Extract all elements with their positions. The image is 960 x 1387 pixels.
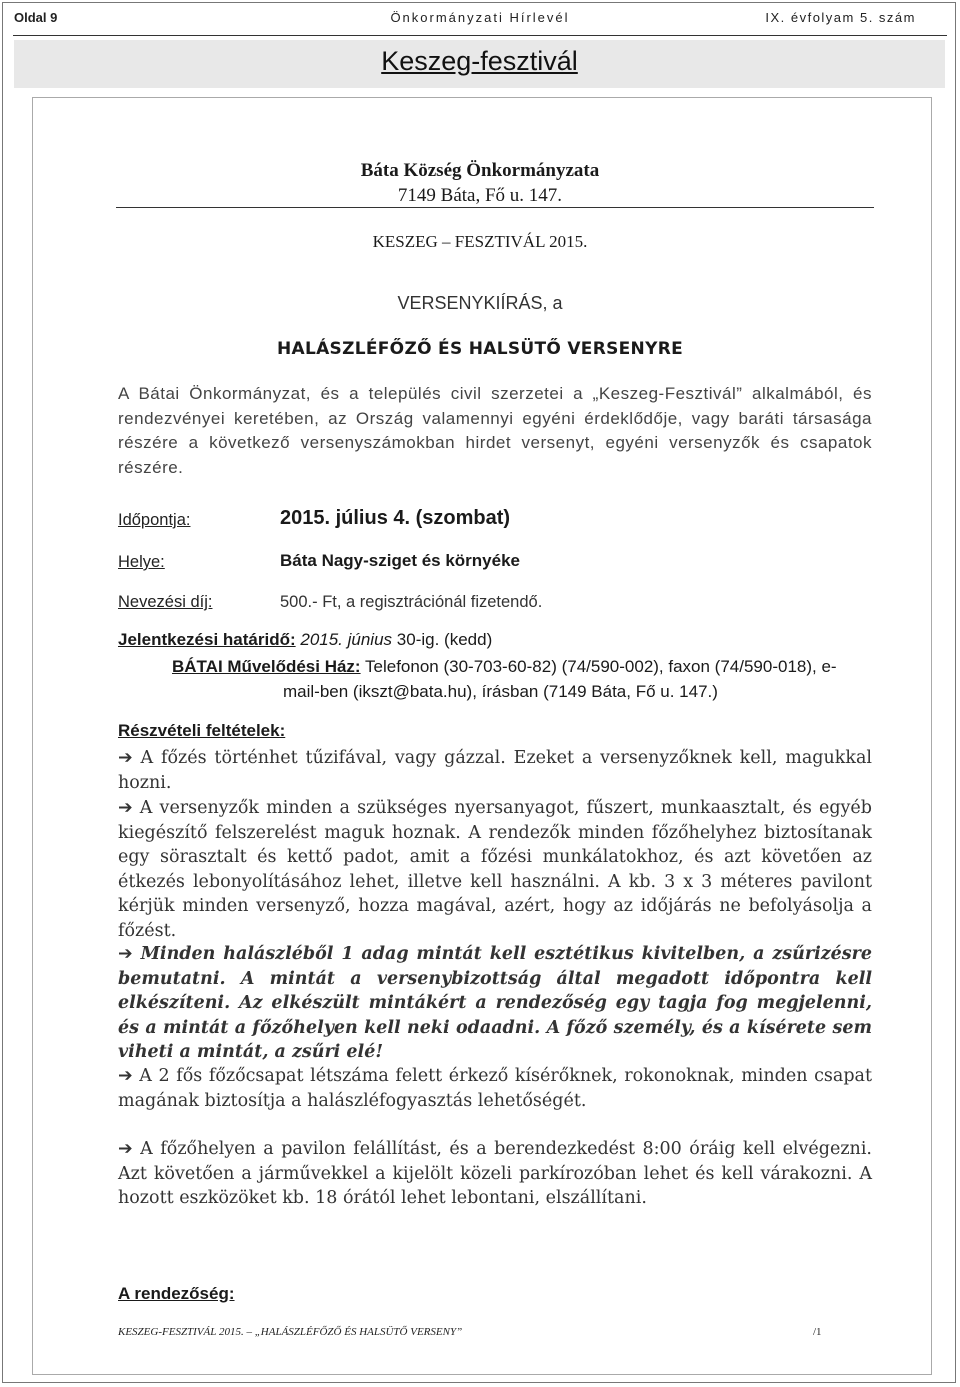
fee-value: 500.- Ft, a regisztrációnál fizetendő. bbox=[280, 593, 543, 611]
competition-title: HALÁSZLÉFŐZŐ ÉS HALSÜTŐ VERSENYRE bbox=[276, 339, 683, 359]
deadline-weekday: (kedd) bbox=[444, 630, 493, 649]
arrow-icon: ➔ bbox=[118, 1066, 133, 1086]
condition-item bbox=[118, 1137, 872, 1211]
page-number: Oldal 9 bbox=[14, 10, 58, 25]
page-header bbox=[14, 10, 946, 32]
arrow-icon: ➔ bbox=[118, 944, 133, 964]
arrow-icon: ➔ bbox=[118, 1139, 133, 1159]
organizers-title: A rendezőség: bbox=[118, 1284, 235, 1303]
condition-item bbox=[118, 796, 872, 943]
deadline-line bbox=[118, 630, 492, 650]
letterhead-address: 7149 Báta, Fő u. 147. bbox=[397, 185, 563, 206]
condition-text: Minden halászléből 1 adag mintát kell esztétikus kivitelben, a zsűrizésre bemutatni. A mintát a versenybizottság által megadott időpontra kell elkészíteni. Az elkészült mintákért a rendezőség egy tagja fog megjelenni, és a mintát a főzőhelyen kell neki odaadni. A főző személy, és a kísérete sem viheti a mintát, a zsűri elé! bbox=[118, 944, 873, 1062]
festival-title: KESZEG – FESZTIVÁL 2015. bbox=[372, 232, 588, 251]
condition-text: A főzés történhet tűzifával, vagy gázzal. Ezeket a versenyzőknek kell, magukkal hozni. bbox=[118, 748, 872, 793]
condition-text: A versenyzők minden a szükséges nyersanyagot, fűszert, munkaasztalt, és egyéb kiegészítő felszerelést maguk hoznak. A rendezők minden főzőhelyhez biztosítanak egy sörasztalt és kettő padot, amit a főzési munkálatokhoz, és azt követően az étkezés lebonyolításához lehet, illetve kell használni. A kb. 3 x 3 méteres pavilont kérjük minden versenyző, hozza magával, azért, hogy az időjárás ne befolyásolja a főzést. bbox=[118, 798, 872, 941]
header-divider bbox=[13, 35, 947, 36]
contact-line-2: mail-ben (ikszt@bata.hu), írásban (7149 Báta, Fő u. 147.) bbox=[283, 682, 718, 701]
document-page-number: /1 bbox=[813, 1326, 822, 1338]
date-value: 2015. július 4. (szombat) bbox=[280, 507, 511, 529]
place-value: Báta Nagy-sziget és környéke bbox=[280, 551, 520, 570]
contact-line-1 bbox=[172, 657, 872, 677]
deadline-date: 2015. június bbox=[300, 630, 393, 649]
document-footer: KESZEG-FESZTIVÁL 2015. – „HALÁSZLÉFŐZŐ ÉS HALSÜTŐ VERSENY” bbox=[118, 1326, 463, 1338]
title-band bbox=[14, 40, 945, 88]
date-label: Időpontja: bbox=[118, 511, 191, 529]
condition-text: A főzőhelyen a pavilon felállítást, és a berendezkedést 8:00 óráig kell elvégezni. Azt követően a járművekkel a kijelölt közeli parkírozóban lehet és kell várakozni. A hozott eszközöket kb. 18 órától lehet lebontani, elszállítani. bbox=[118, 1139, 872, 1208]
condition-item bbox=[118, 1064, 872, 1113]
newsletter-name: Önkormányzati Hírlevél bbox=[390, 10, 570, 25]
condition-item bbox=[118, 942, 872, 1065]
announcement-title: VERSENYKIÍRÁS, a bbox=[397, 293, 563, 313]
venue-label: BÁTAI Művelődési Ház: bbox=[172, 657, 361, 676]
page-title: Keszeg-fesztivál bbox=[381, 46, 578, 76]
fee-label: Nevezési díj: bbox=[118, 593, 213, 611]
contact-phone-fax: Telefonon (30-703-60-82) (74/590-002), faxon (74/590-018), e- bbox=[365, 657, 837, 676]
conditions-title: Részvételi feltételek: bbox=[118, 721, 286, 740]
intro-paragraph: A Bátai Önkormányzat, és a település civil szerzetei a „Keszeg-Fesztivál” alkalmából, és rendezvényei keretében, az Ország valamennyi egyéni érdeklődője, vagy baráti társasága részére a következő versenyszámokban hirdet versenyt, egyéni versenyzők és csapatok részére. bbox=[118, 384, 872, 477]
arrow-icon: ➔ bbox=[118, 748, 133, 768]
condition-text: A 2 fős főzőcsapat létszáma felett érkező kísérőknek, rokonoknak, minden csapat magának biztosítja a halászléfogyasztás lehetőségét. bbox=[118, 1066, 872, 1111]
deadline-label: Jelentkezési határidő: bbox=[118, 630, 296, 649]
condition-item bbox=[118, 746, 872, 795]
letterhead-divider bbox=[116, 207, 874, 208]
letterhead-organization: Báta Község Önkormányzata bbox=[360, 160, 600, 181]
deadline-day: 30-ig. bbox=[396, 630, 440, 649]
place-label: Helye: bbox=[118, 553, 165, 571]
issue-info: IX. évfolyam 5. szám bbox=[765, 10, 916, 25]
arrow-icon: ➔ bbox=[118, 798, 133, 818]
